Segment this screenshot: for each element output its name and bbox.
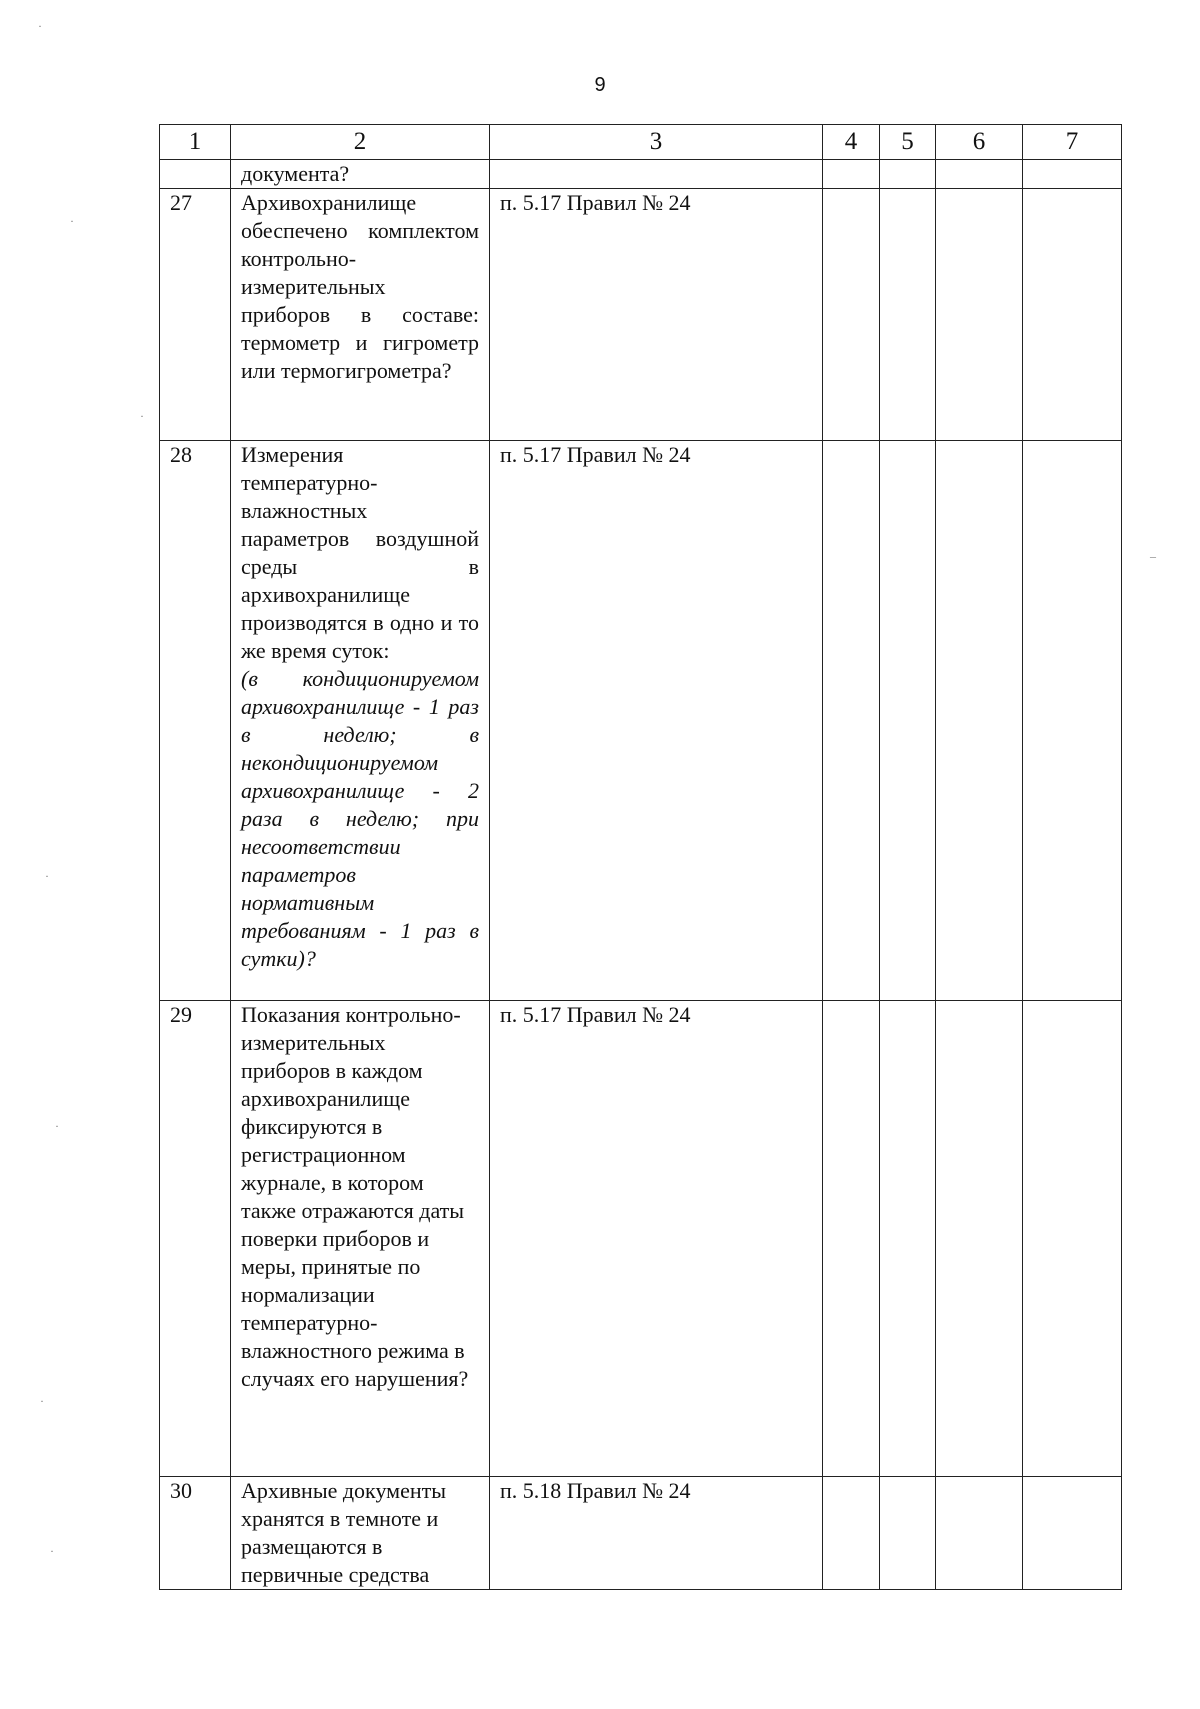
table-row <box>160 441 1122 1001</box>
scan-speck: – <box>1150 549 1156 563</box>
table-row <box>160 1001 1122 1477</box>
row-cell-4 <box>823 1001 880 1477</box>
table-row <box>160 160 1122 189</box>
row-number: 29 <box>160 1001 231 1477</box>
row-cell-6 <box>936 189 1023 441</box>
row-question <box>231 1001 490 1477</box>
row-reference: п. 5.18 Правил № 24 <box>490 1477 823 1590</box>
page-number: 9 <box>594 74 606 96</box>
row-cell-6 <box>936 1001 1023 1477</box>
row-cell-4 <box>823 441 880 1001</box>
table-row <box>160 189 1122 441</box>
row-cell-5 <box>880 189 936 441</box>
row-number: 27 <box>160 189 231 441</box>
checklist-table <box>159 124 1122 1590</box>
column-header: 3 <box>490 125 823 160</box>
row-number: 30 <box>160 1477 231 1590</box>
row-question <box>231 160 490 189</box>
row-cell-4 <box>823 160 880 189</box>
table-header-row <box>160 125 1122 160</box>
table-row <box>160 1477 1122 1590</box>
row-cell-5 <box>880 1001 936 1477</box>
question-text: Архивные документы хранятся в темноте и размещаются в первичные средства <box>241 1478 447 1587</box>
scan-speck: · <box>50 1544 54 1558</box>
row-reference: п. 5.17 Правил № 24 <box>490 441 823 1001</box>
question-text: Архивохранилище обеспечено комплектом контрольно-измерительных приборов в составе: термометр и гигрометр или термогигрометра? <box>241 190 479 383</box>
column-header: 2 <box>231 125 490 160</box>
column-header: 5 <box>880 125 936 160</box>
column-header: 6 <box>936 125 1023 160</box>
row-cell-7 <box>1023 1477 1122 1590</box>
row-reference <box>490 160 823 189</box>
row-cell-5 <box>880 441 936 1001</box>
column-header: 4 <box>823 125 880 160</box>
row-cell-6 <box>936 160 1023 189</box>
column-header: 7 <box>1023 125 1122 160</box>
question-italic-text: (в кондиционируемом архивохранилище - 1 раз в неделю; в некондиционируемом архивохранилище - 2 раза в неделю; при несоответствии параметров нормативным требованиям - 1 раз в сутки)? <box>241 666 479 971</box>
row-cell-4 <box>823 1477 880 1590</box>
scan-speck: · <box>70 214 74 228</box>
row-cell-4 <box>823 189 880 441</box>
row-cell-5 <box>880 1477 936 1590</box>
row-cell-6 <box>936 1477 1023 1590</box>
row-question <box>231 189 490 441</box>
column-header: 1 <box>160 125 231 160</box>
row-cell-7 <box>1023 160 1122 189</box>
scan-speck: · <box>40 1394 44 1408</box>
scan-speck: · <box>45 869 49 883</box>
row-number <box>160 160 231 189</box>
row-cell-6 <box>936 441 1023 1001</box>
scan-speck: · <box>140 409 144 423</box>
scan-speck: · <box>55 1119 59 1133</box>
row-cell-7 <box>1023 1001 1122 1477</box>
scan-speck: · <box>38 19 42 33</box>
question-text: Измерения температурно-влажностных параметров воздушной среды в архивохранилище производятся в одно и то же время суток: <box>241 442 479 663</box>
row-reference: п. 5.17 Правил № 24 <box>490 189 823 441</box>
row-question <box>231 1477 490 1590</box>
row-question <box>231 441 490 1001</box>
row-number: 28 <box>160 441 231 1001</box>
row-reference: п. 5.17 Правил № 24 <box>490 1001 823 1477</box>
row-cell-5 <box>880 160 936 189</box>
row-cell-7 <box>1023 189 1122 441</box>
question-text: Показания контрольно-измерительных приборов в каждом архивохранилище фиксируются в регистрационном журнале, в котором также отражаются даты поверки приборов и меры, принятые по нормализации температурно-влажностного режима в случаях его нарушения? <box>241 1002 469 1391</box>
question-text: документа? <box>241 161 350 186</box>
row-cell-7 <box>1023 441 1122 1001</box>
